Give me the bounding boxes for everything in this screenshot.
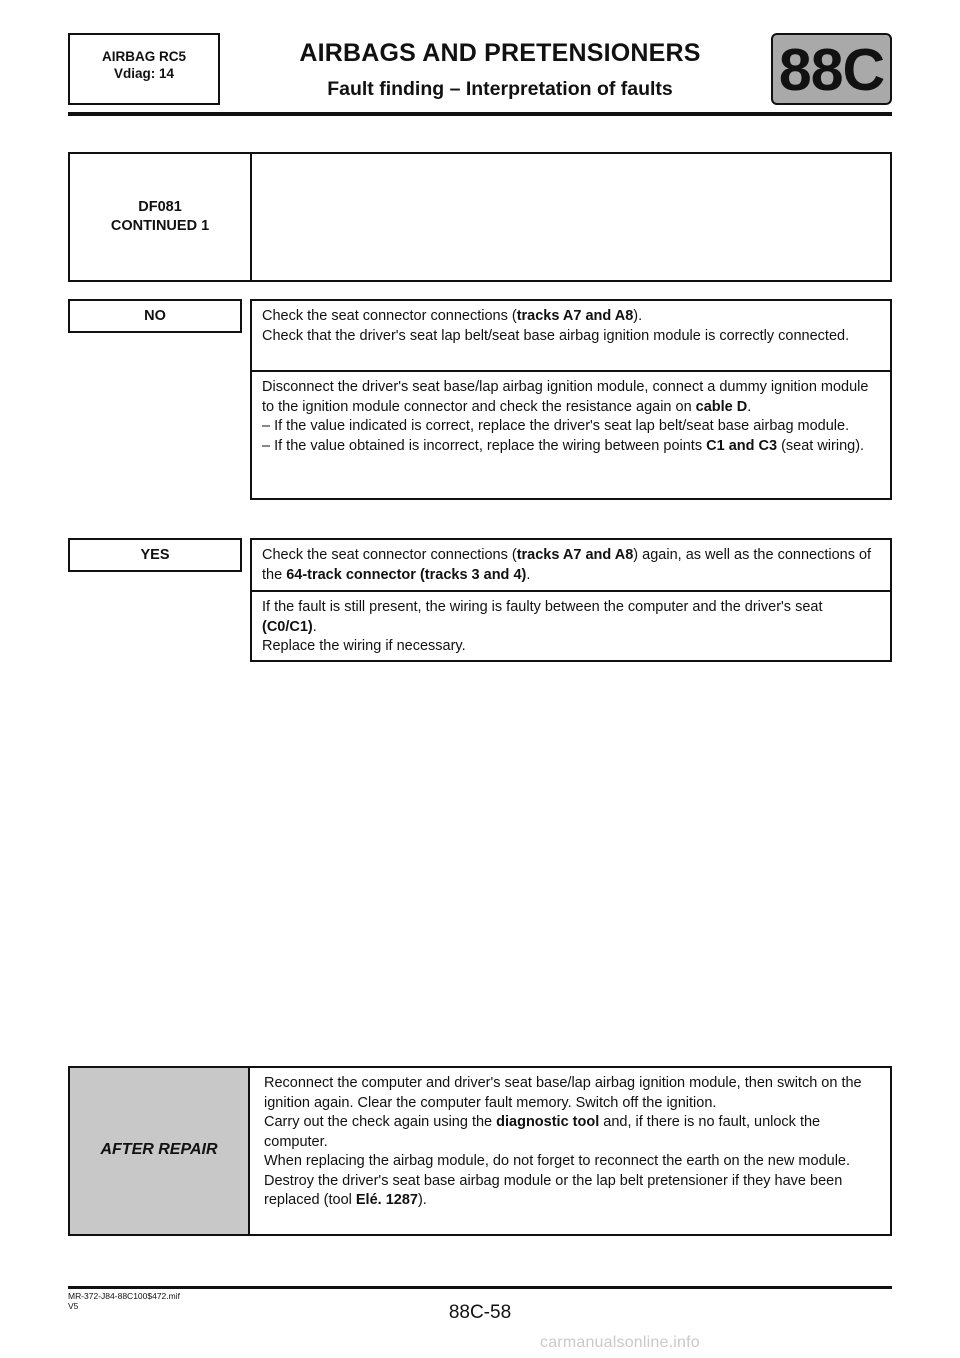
no-action-bullet-2: – If the value obtained is incorrect, replace the wiring between points C1 and C3 (seat wiring).	[262, 437, 865, 454]
no-check-line2: Check that the driver's seat lap belt/seat base airbag ignition module is correctly connected.	[262, 327, 850, 344]
vehicle-info-box	[68, 33, 220, 105]
after-repair-p3: When replacing the airbag module, do not forget to reconnect the earth on the new module.	[264, 1153, 851, 1169]
yes-label: YES	[68, 538, 242, 572]
no-check-line1: Check the seat connector connections (tracks A7 and A8).	[262, 308, 643, 324]
doc-ref: MR-372-J84-88C100$472.mif	[68, 1291, 180, 1301]
header-rule	[68, 112, 892, 116]
after-repair-p2: Carry out the check again using the diagnostic tool and, if there is no fault, unlock the computer.	[264, 1114, 821, 1150]
page-subtitle: Fault finding – Interpretation of faults	[327, 78, 673, 100]
after-repair-p1: Reconnect the computer and driver's seat base/lap airbag ignition module, then switch on the ignition again. Clear the computer fault memory. Switch off the ignition.	[264, 1075, 862, 1111]
fault-code: DF081	[138, 199, 182, 215]
no-check-cell	[250, 299, 892, 372]
doc-version: V5	[68, 1301, 79, 1311]
yes-check-cell	[250, 538, 892, 592]
yes-action-cell	[250, 590, 892, 662]
after-repair-label: AFTER REPAIR	[68, 1066, 248, 1236]
after-repair-text	[248, 1066, 892, 1236]
after-repair-p4: Destroy the driver's seat base airbag module or the lap belt pretensioner if they have been replaced (tool Elé. 1287).	[264, 1172, 843, 1208]
yes-action-text: If the fault is still present, the wiring is faulty between the computer and the driver's seat (C0/C1).	[262, 599, 823, 635]
fault-header-divider	[250, 152, 252, 282]
yes-check-text: Check the seat connector connections (tracks A7 and A8) again, as well as the connections of the 64-track connector (tracks 3 and 4).	[262, 547, 872, 583]
footer-rule	[68, 1286, 892, 1289]
no-action-cell	[250, 370, 892, 500]
no-action-bullet-1: – If the value indicated is correct, replace the driver's seat lap belt/seat base airbag module.	[262, 418, 850, 434]
section-code-badge: 88C	[771, 33, 892, 105]
no-label: NO	[68, 299, 242, 333]
fault-continued: CONTINUED 1	[110, 218, 210, 234]
page-number: 88C-58	[448, 1302, 512, 1323]
yes-action-line2: Replace the wiring if necessary.	[262, 638, 466, 654]
page-title: AIRBAGS AND PRETENSIONERS	[299, 39, 701, 67]
doc-reference	[68, 1291, 180, 1311]
no-action-para: Disconnect the driver's seat base/lap airbag ignition module, connect a dummy ignition module to the ignition module connector and check the resistance again on cable D.	[262, 379, 869, 415]
watermark: carmanualsonline.info	[540, 1334, 700, 1351]
vdiag-label: Vdiag: 14	[113, 66, 175, 81]
fault-code-label	[70, 198, 250, 236]
model-label: AIRBAG RC5	[101, 49, 186, 64]
